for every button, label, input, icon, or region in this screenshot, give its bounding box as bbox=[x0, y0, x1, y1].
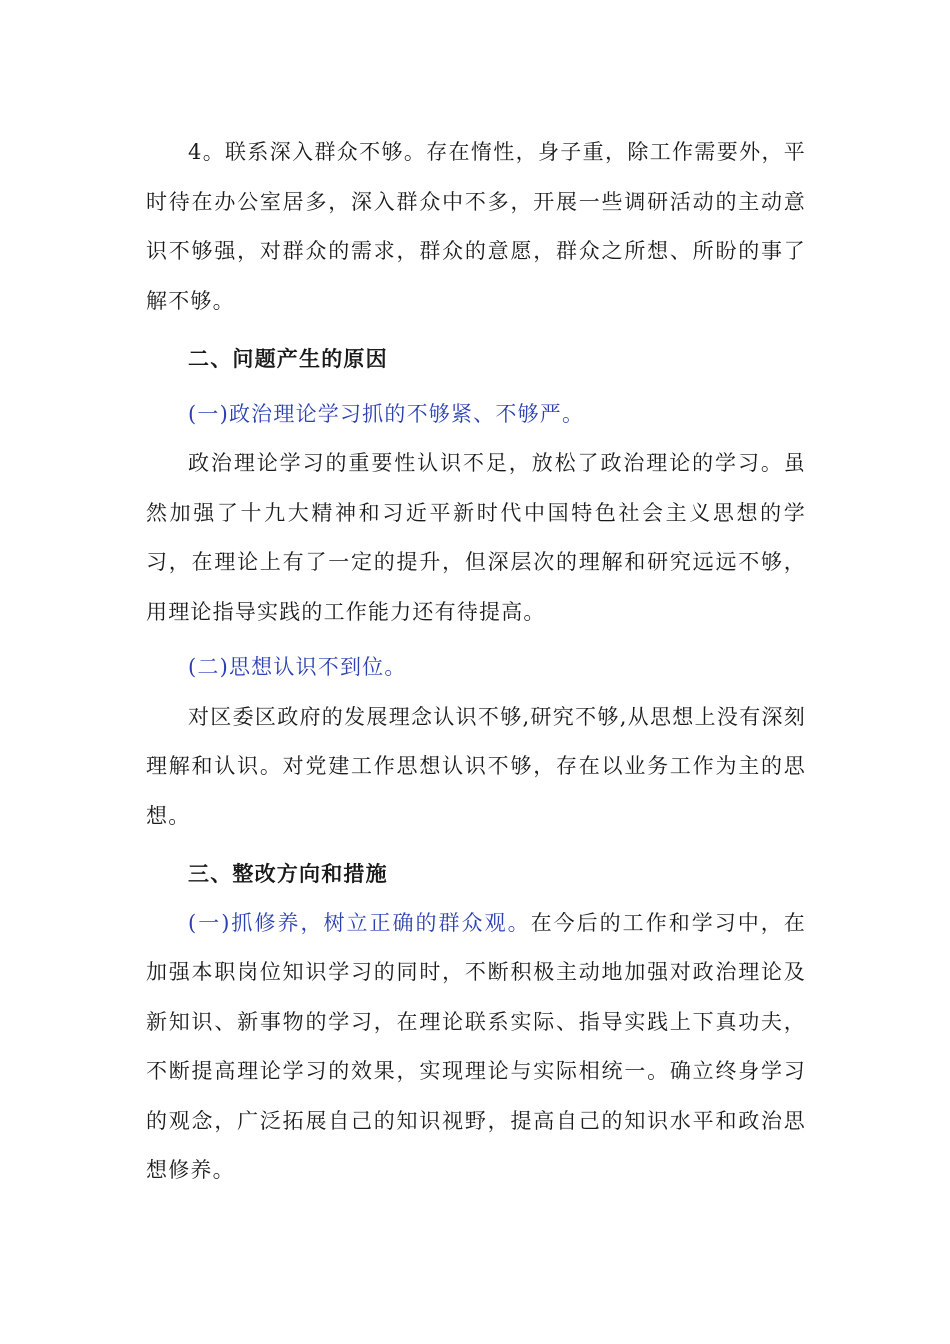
document-page bbox=[146, 128, 806, 1196]
subheading-cultivation: (一)抓修养，树立正确的群众观。 bbox=[188, 910, 531, 935]
subheading-ideological-awareness: (二)思想认识不到位。 bbox=[188, 655, 407, 679]
section-heading-rectification: 三、整改方向和措施 bbox=[188, 861, 388, 886]
paragraph-ideological-awareness: 对区委区政府的发展理念认识不够,研究不够,从思想上没有深刻理解和认识。对党建工作思想认识不够，存在以业务工作为主的思想。 bbox=[146, 704, 806, 828]
paragraph-cultivation-body: 在今后的工作和学习中，在加强本职岗位知识学习的同时，不断积极主动地加强对政治理论及新知识、新事物的学习，在理论联系实际、指导实践上下真功夫，不断提高理论学习的效果，实现理论与实际相统一。确立终身学习的观念，广泛拓展自己的知识视野，提高自己的知识水平和政治思想修养。 bbox=[146, 910, 806, 1182]
paragraph-cultivation bbox=[146, 899, 806, 1196]
paragraph-theory-study: 政治理论学习的重要性认识不足，放松了政治理论的学习。虽然加强了十九大精神和习近平新时代中国特色社会主义思想的学习，在理论上有了一定的提升，但深层次的理解和研究远远不够，用理论指导实践的工作能力还有待提高。 bbox=[146, 451, 806, 624]
subheading-theory-study: (一)政治理论学习抓的不够紧、不够严。 bbox=[188, 401, 585, 426]
paragraph-contact-masses: 4。联系深入群众不够。存在惰性，身子重，除工作需要外，平时待在办公室居多，深入群众中不多，开展一些调研活动的主动意识不够强，对群众的需求，群众的意愿，群众之所想、所盼的事了解不够。 bbox=[146, 140, 806, 313]
section-heading-causes: 二、问题产生的原因 bbox=[188, 346, 388, 371]
